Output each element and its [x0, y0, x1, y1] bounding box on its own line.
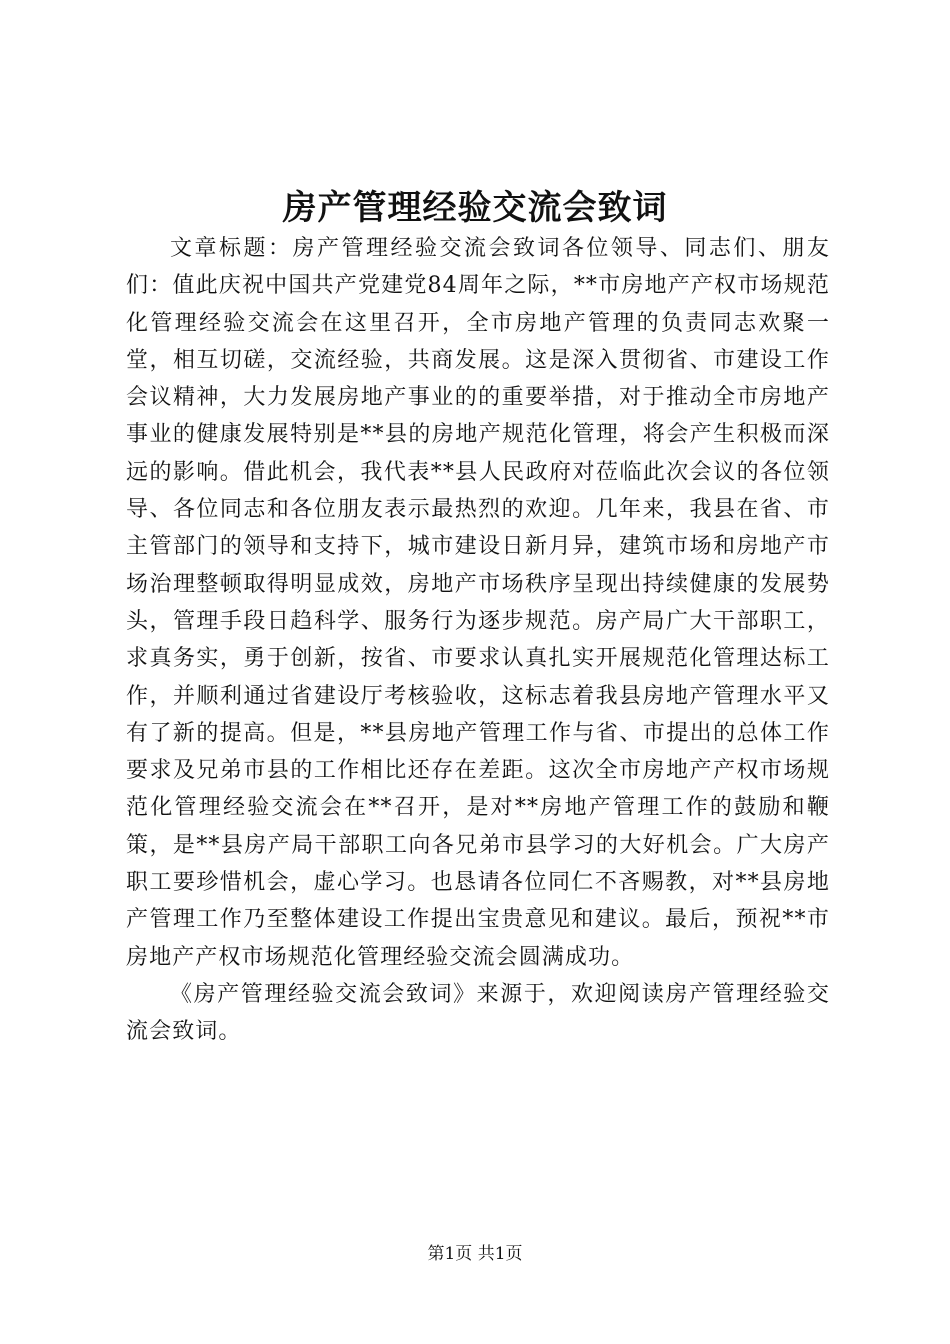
page-number-footer: 第1页 共1页	[427, 1244, 523, 1264]
document-body	[126, 230, 830, 1051]
body-paragraph: 文章标题：房产管理经验交流会致词各位领导、同志们、朋友们：值此庆祝中国共产党建党84周年之际，**市房地产产权市场规范化管理经验交流会在这里召开，全市房地产管理的负责同志欢聚一堂，相互切磋，交流经验，共商发展。这是深入贯彻省、市建设工作会议精神，大力发展房地产事业的的重要举措，对于推动全市房地产事业的健康发展特别是**县的房地产规范化管理，将会产生积极而深远的影响。借此机会，我代表**县人民政府对莅临此次会议的各位领导、各位同志和各位朋友表示最热烈的欢迎。几年来，我县在省、市主管部门的领导和支持下，城市建设日新月异，建筑市场和房地产市场治理整顿取得明显成效，房地产市场秩序呈现出持续健康的发展势头，管理手段日趋科学、服务行为逐步规范。房产局广大干部职工，求真务实，勇于创新，按省、市要求认真扎实开展规范化管理达标工作，并顺利通过省建设厅考核验收，这标志着我县房地产管理水平又有了新的提高。但是，**县房地产管理工作与省、市提出的总体工作要求及兄弟市县的工作相比还存在差距。这次全市房地产产权市场规范化管理经验交流会在**召开，是对**房地产管理工作的鼓励和鞭策，是**县房产局干部职工向各兄弟市县学习的大好机会。广大房产职工要珍惜机会，虚心学习。也恳请各位同仁不吝赐教，对**县房地产管理工作乃至整体建设工作提出宝贵意见和建议。最后，预祝**市房地产产权市场规范化管理经验交流会圆满成功。	[126, 236, 830, 970]
document-title: 房产管理经验交流会致词	[282, 188, 668, 228]
source-paragraph: 《房产管理经验交流会致词》来源于，欢迎阅读房产管理经验交流会致词。	[126, 981, 830, 1045]
